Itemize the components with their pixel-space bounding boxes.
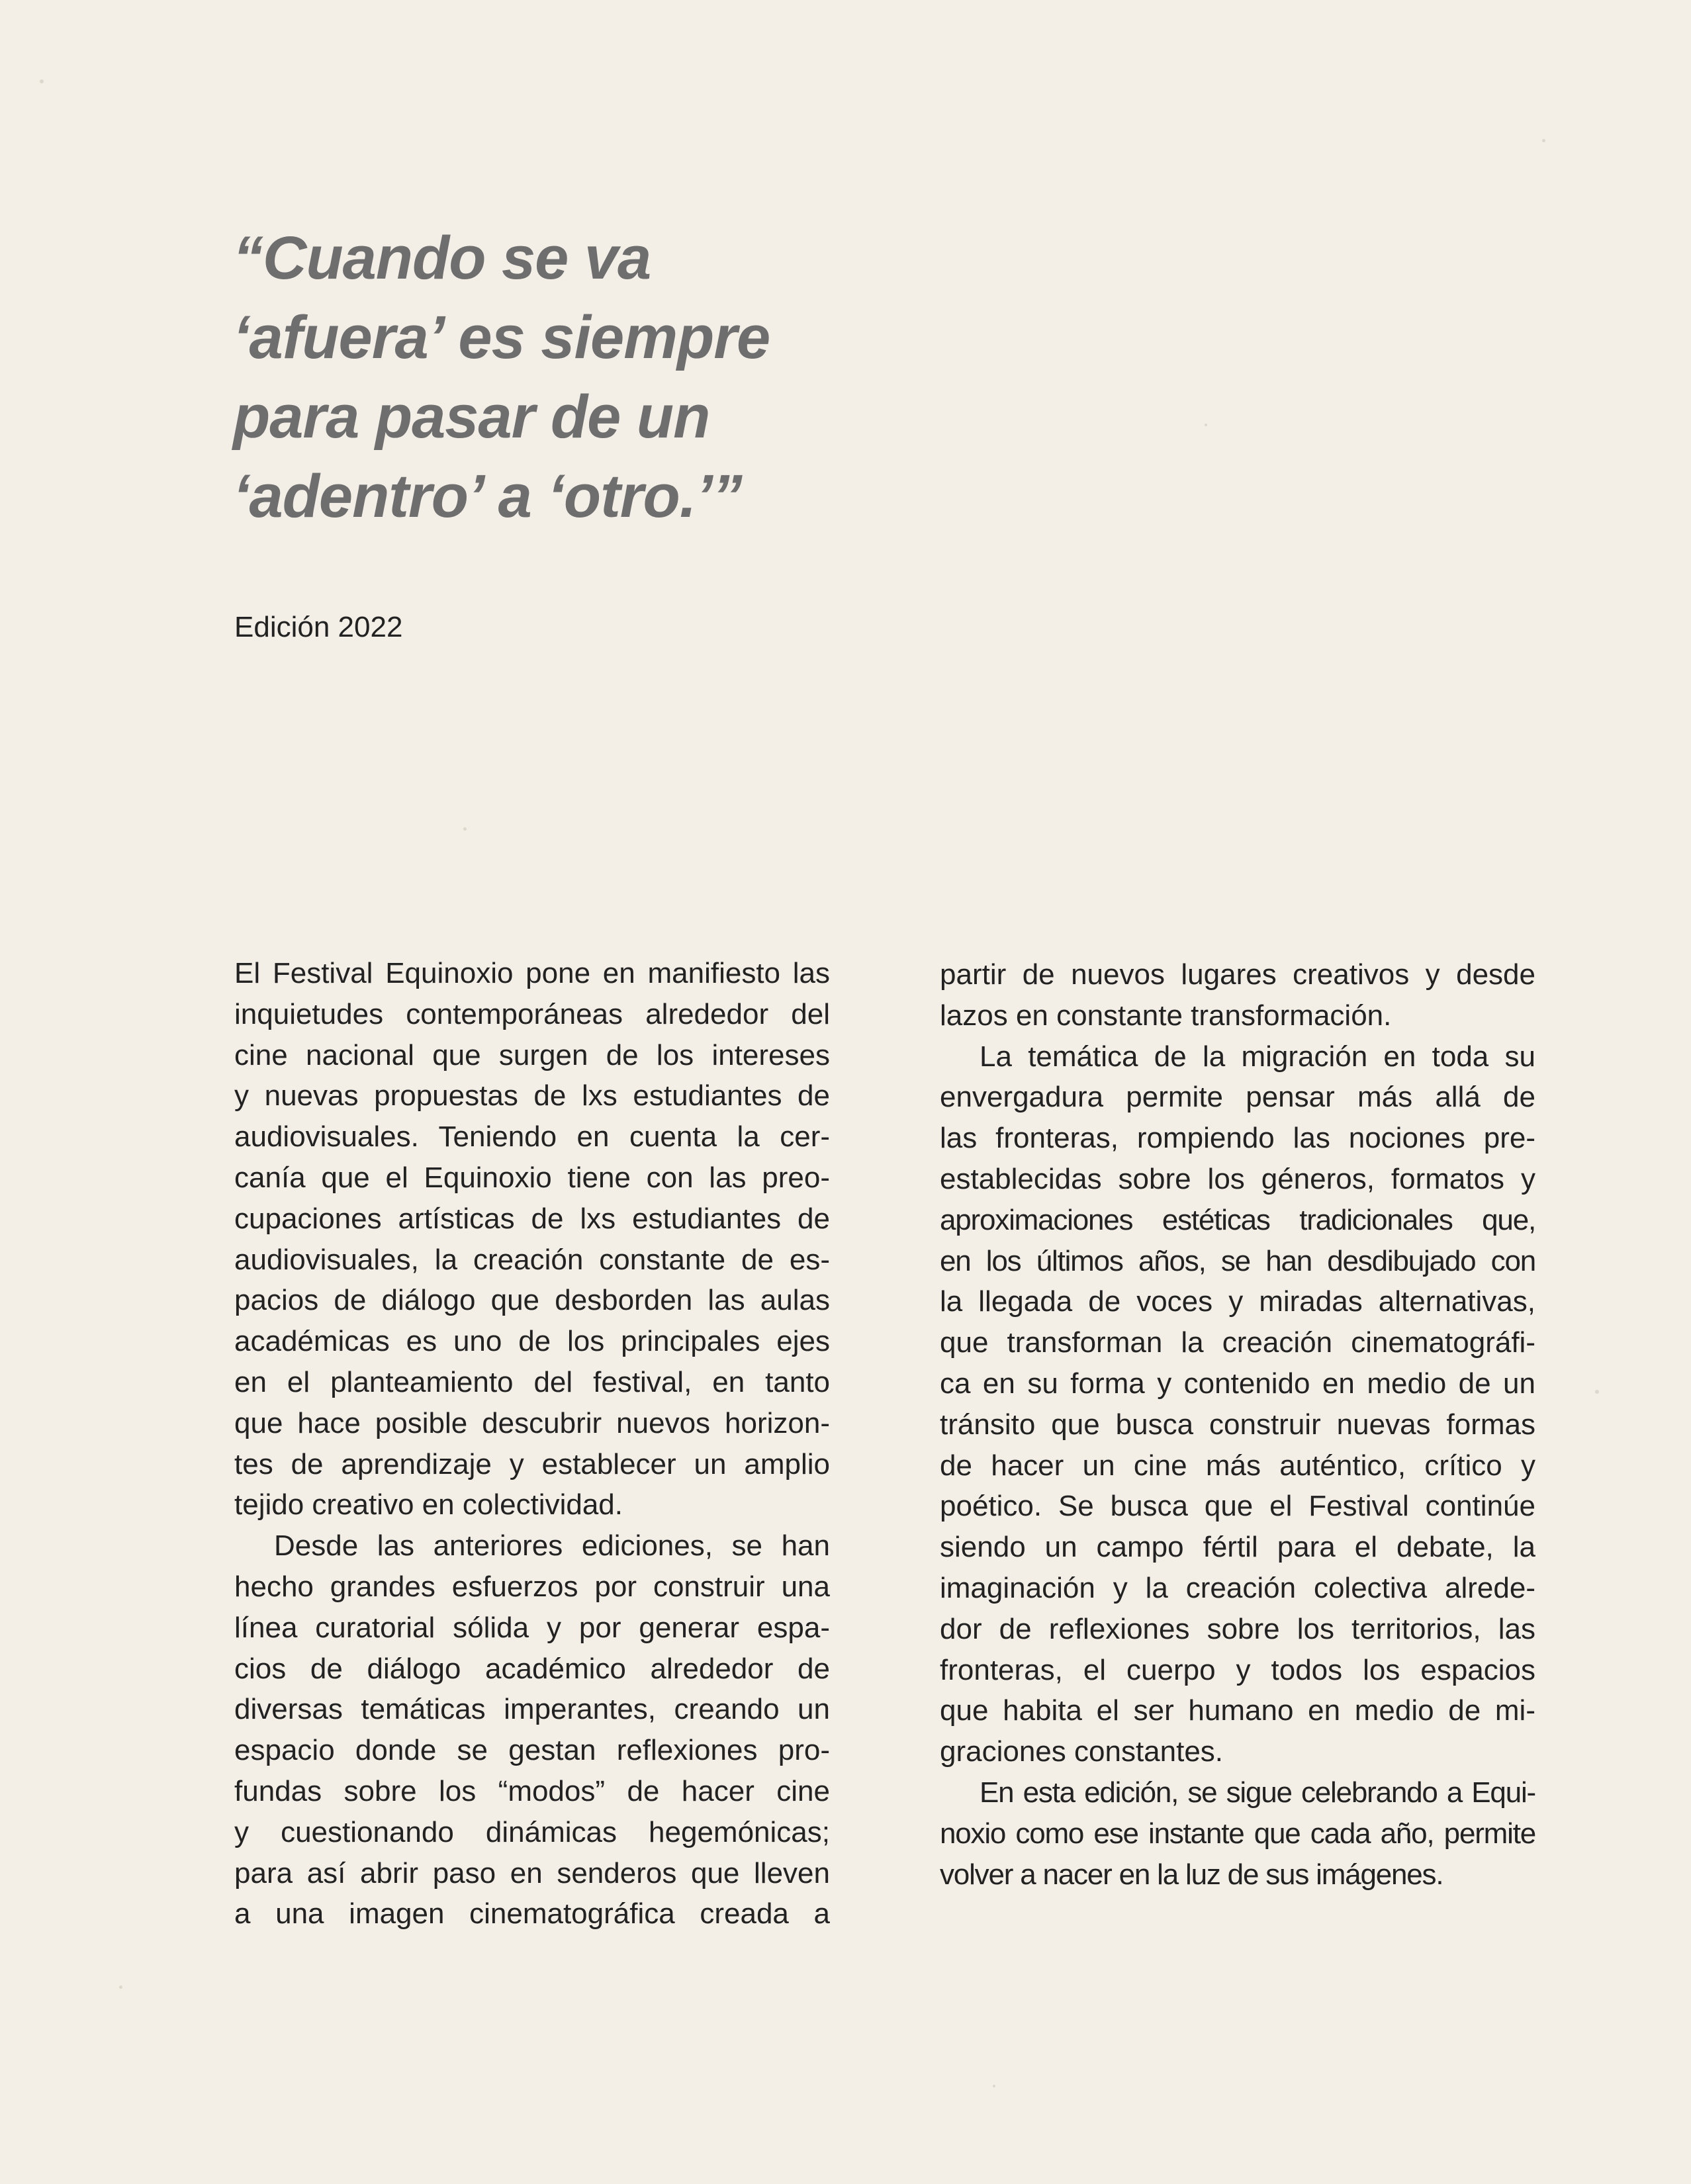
text-line: dor de reflexiones sobre los territorios, las <box>940 1612 1535 1645</box>
text-line: en el planteamiento del festival, en tanto <box>234 1365 830 1398</box>
text-line: aproximaciones estéticas tradicionales que, <box>940 1203 1535 1236</box>
text-line: tránsito que busca construir nuevas formas <box>940 1408 1535 1441</box>
paper-speck <box>463 827 467 831</box>
text-line: y cuestionando dinámicas hegemónicas; <box>234 1815 830 1848</box>
paper-speck <box>993 2085 995 2087</box>
text-line: tes de aprendizaje y establecer un amplio <box>234 1447 830 1480</box>
paper-speck <box>40 79 44 83</box>
text-line: la llegada de voces y miradas alternativas, <box>940 1285 1535 1318</box>
edition-label: Edición 2022 <box>234 611 403 643</box>
text-line: audiovisuales, la creación constante de es- <box>234 1243 830 1276</box>
text-line: espacio donde se gestan reflexiones pro- <box>234 1734 830 1767</box>
pull-quote-line: ‘afuera’ es siempre <box>233 304 770 371</box>
text-line: de hacer un cine más auténtico, crítico y <box>940 1449 1535 1482</box>
text-line: académicas es uno de los principales ejes <box>234 1325 830 1358</box>
paper-speck <box>1205 424 1207 426</box>
text-line: cine nacional que surgen de los intereses <box>234 1038 830 1071</box>
text-line: línea curatorial sólida y por generar espa- <box>234 1611 830 1644</box>
text-line: volver a nacer en la luz de sus imágenes. <box>940 1858 1443 1891</box>
text-line: establecidas sobre los géneros, formatos y <box>940 1162 1535 1195</box>
text-line: envergadura permite pensar más allá de <box>940 1081 1535 1114</box>
pull-quote <box>233 218 895 536</box>
paper-speck <box>119 1985 122 1989</box>
text-line: cios de diálogo académico alrededor de <box>234 1652 830 1685</box>
text-line: para así abrir paso en senderos que lleven <box>234 1856 830 1889</box>
text-line: audiovisuales. Teniendo en cuenta la cer- <box>234 1120 830 1154</box>
left-text-column <box>234 953 830 1934</box>
paper-speck <box>1595 1390 1599 1394</box>
text-line: fronteras, el cuerpo y todos los espacios <box>940 1653 1535 1686</box>
text-line: fundas sobre los “modos” de hacer cine <box>234 1774 830 1807</box>
text-line: siendo un campo fértil para el debate, la <box>940 1531 1535 1564</box>
text-line: La temática de la migración en toda su <box>980 1040 1535 1073</box>
pull-quote-line: ‘adentro’ a ‘otro.’” <box>233 463 742 530</box>
text-line: En esta edición, se sigue celebrando a Equi- <box>980 1776 1535 1809</box>
text-line: que hace posible descubrir nuevos horizon- <box>234 1406 830 1439</box>
text-line: que transforman la creación cinematográfi- <box>940 1326 1535 1359</box>
text-line: cupaciones artísticas de lxs estudiantes de <box>234 1202 830 1235</box>
text-line: hecho grandes esfuerzos por construir una <box>234 1570 830 1603</box>
text-line: que habita el ser humano en medio de mi- <box>940 1694 1535 1727</box>
text-line: ca en su forma y contenido en medio de un <box>940 1367 1535 1400</box>
text-line: noxio como ese instante que cada año, permite <box>940 1817 1535 1850</box>
text-line: lazos en constante transformación. <box>940 999 1392 1032</box>
text-line: Desde las anteriores ediciones, se han <box>274 1529 830 1563</box>
pull-quote-line: para pasar de un <box>233 383 710 451</box>
text-line: El Festival Equinoxio pone en manifiesto las <box>234 957 830 989</box>
text-line: partir de nuevos lugares creativos y desde <box>940 958 1535 991</box>
text-line: tejido creativo en colectividad. <box>234 1488 623 1522</box>
text-line: graciones constantes. <box>940 1735 1224 1768</box>
text-line: las fronteras, rompiendo las nociones pre- <box>940 1122 1535 1155</box>
text-line: canía que el Equinoxio tiene con las preo- <box>234 1161 830 1194</box>
pull-quote-line: “Cuando se va <box>233 224 651 292</box>
text-line: pacios de diálogo que desborden las aulas <box>234 1284 830 1317</box>
text-line: a una imagen cinematográfica creada a <box>234 1897 830 1931</box>
text-line: y nuevas propuestas de lxs estudiantes de <box>234 1079 830 1113</box>
text-line: inquietudes contemporáneas alrededor del <box>234 997 830 1030</box>
text-line: en los últimos años, se han desdibujado con <box>940 1244 1535 1277</box>
text-line: diversas temáticas imperantes, creando un <box>234 1693 830 1726</box>
text-line: imaginación y la creación colectiva alrede- <box>940 1571 1535 1604</box>
text-line: poético. Se busca que el Festival continúe <box>940 1490 1535 1523</box>
right-text-column <box>940 954 1535 1895</box>
paper-speck <box>1542 139 1545 142</box>
